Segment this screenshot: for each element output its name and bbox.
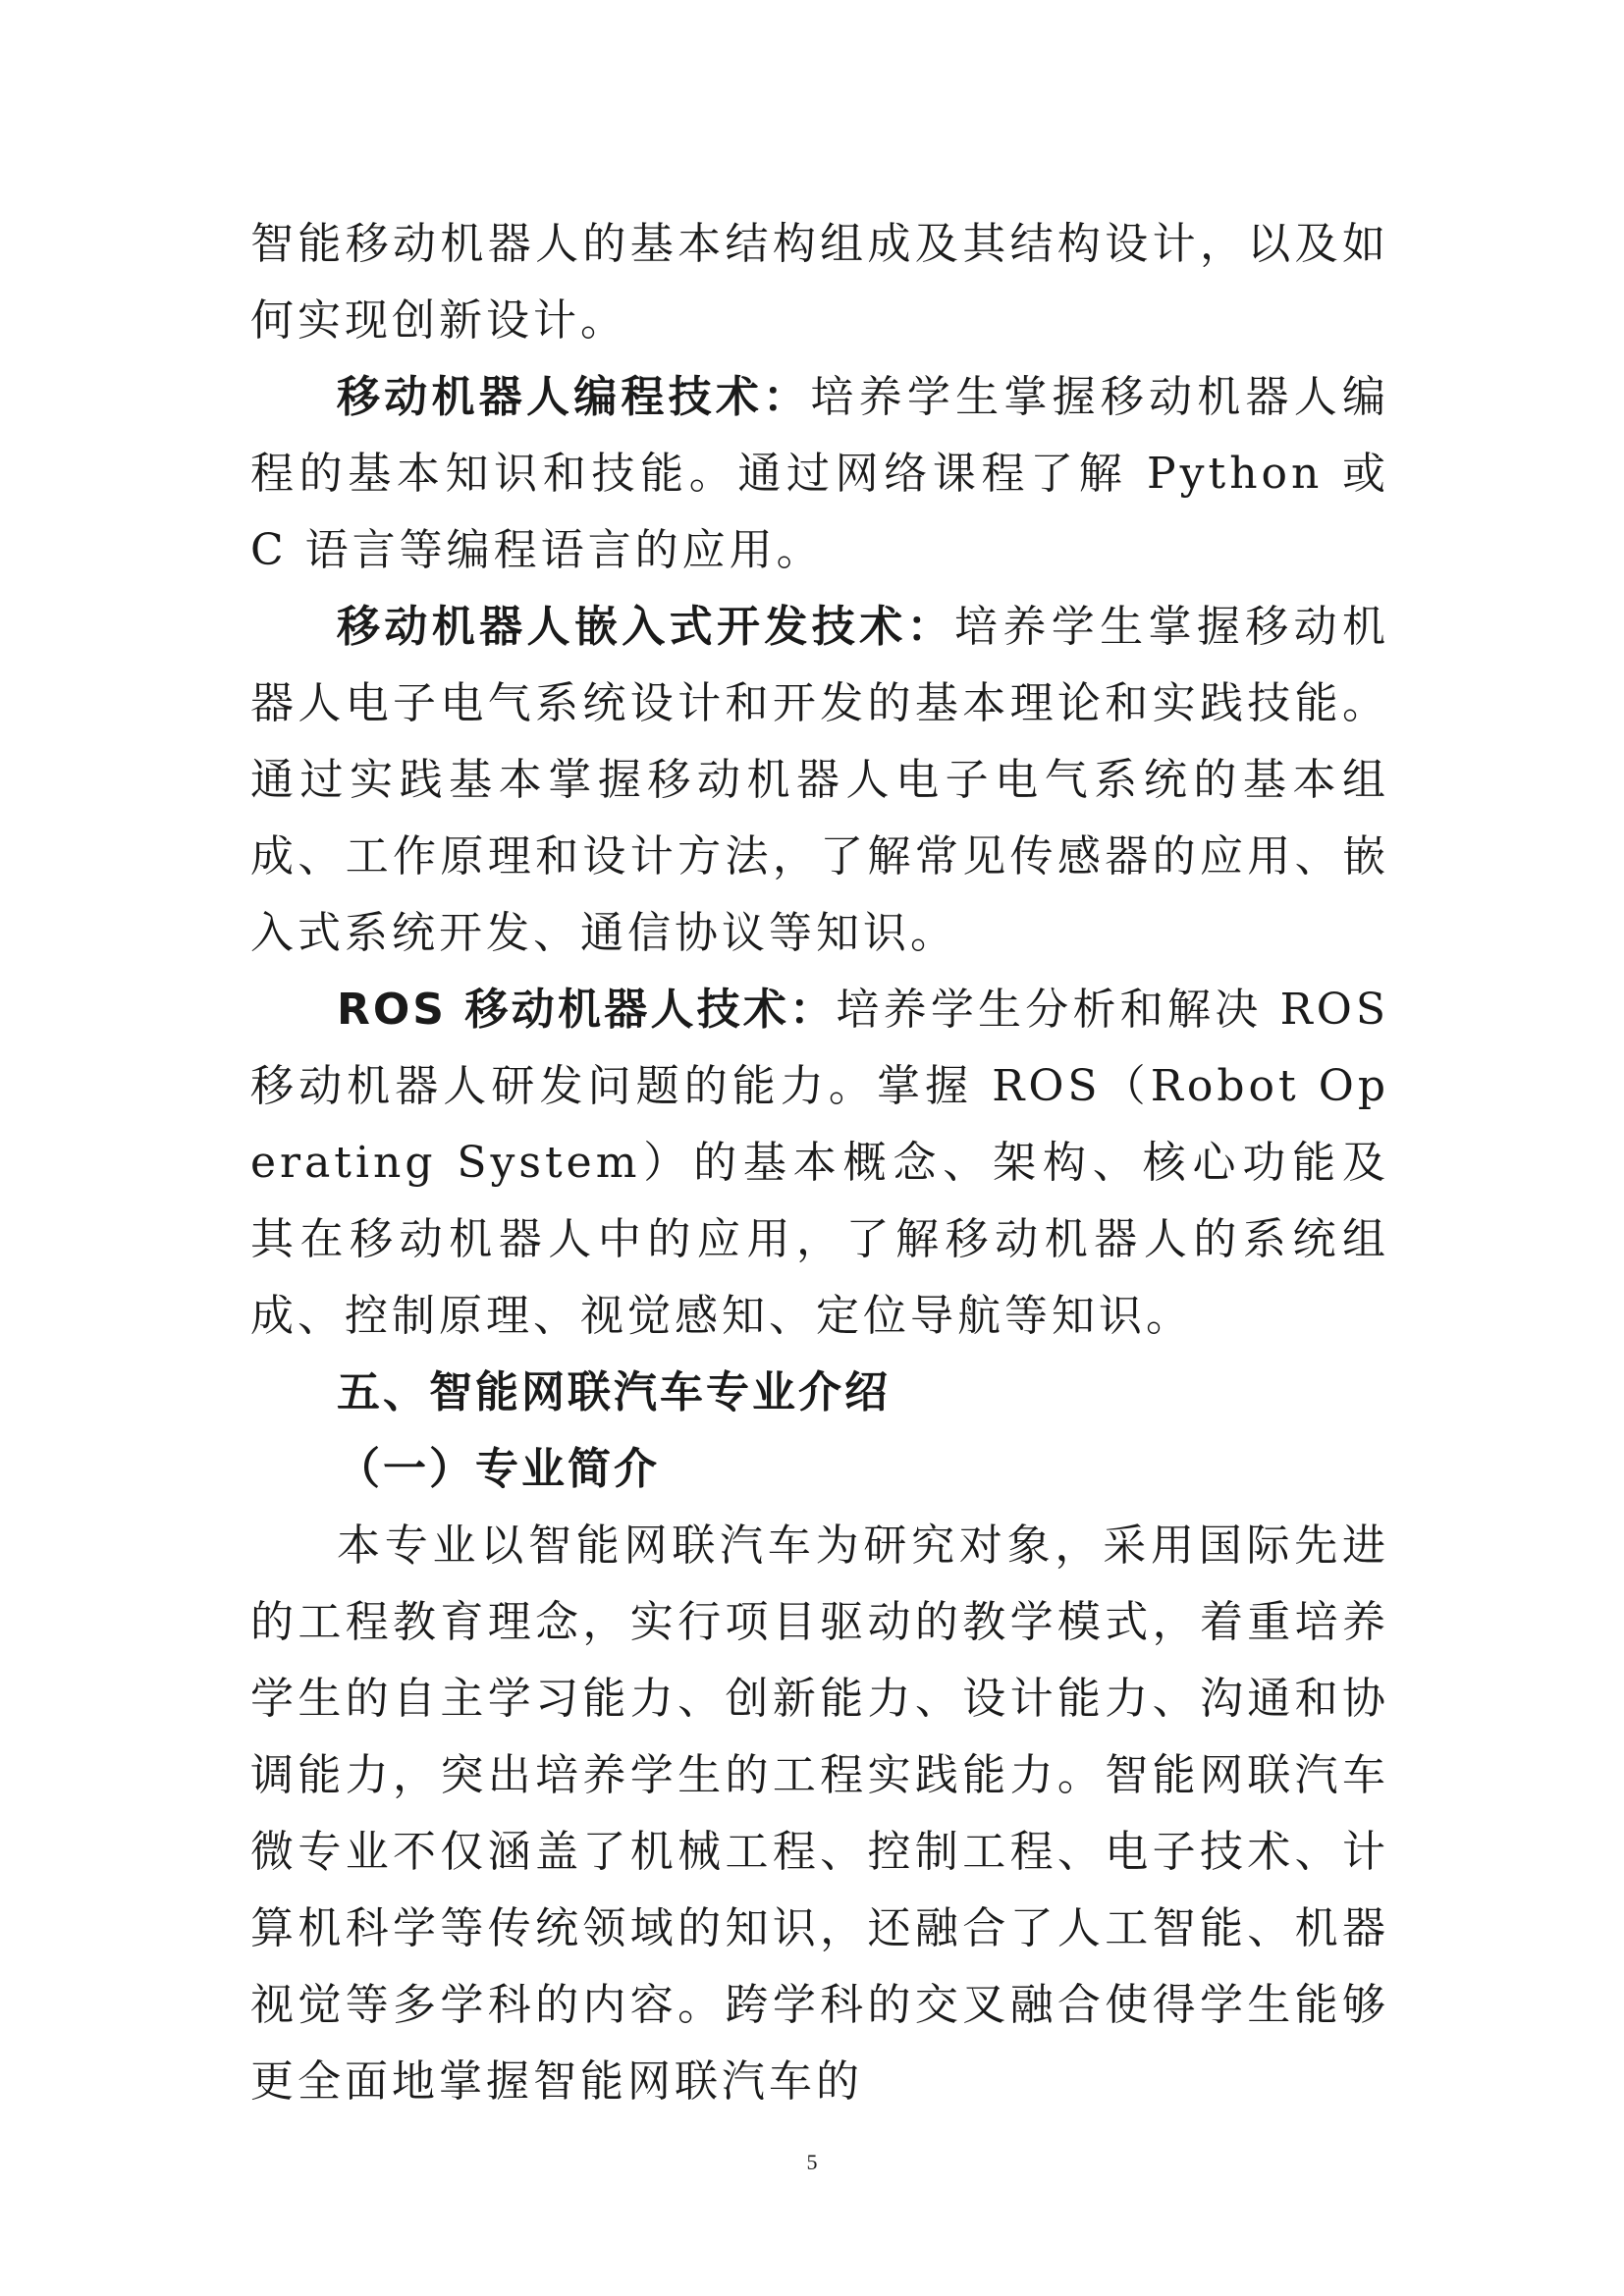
- paragraph-lead: ROS 移动机器人技术：: [337, 985, 837, 1035]
- subsection-heading: （一）专业简介: [337, 1444, 660, 1494]
- section-heading: 五、智能网联汽车专业介绍: [337, 1367, 891, 1417]
- page-number: 5: [806, 2150, 818, 2174]
- paragraph-text: 培养学生掌握移动机器人电子电气系统设计和开发的基本理论和实践技能。通过实践基本掌握移动机器人电子电气系统的基本组成、工作原理和设计方法，了解常见传感器的应用、嵌入式系统开发、通信协议等知识。: [250, 602, 1389, 958]
- paragraph-text: 培养学生掌握移动机器人编程的基本知识和技能。通过网络课程了解 Python 或 C 语言等编程语言的应用。: [250, 372, 1390, 575]
- document-body: [250, 206, 1389, 2120]
- paragraph-intro: [250, 1508, 1389, 2120]
- paragraph-text: 智能移动机器人的基本结构组成及其结构设计，以及如何实现创新设计。: [250, 219, 1389, 346]
- paragraph-text: 本专业以智能网联汽车为研究对象，采用国际先进的工程教育理念，实行项目驱动的教学模式，着重培养学生的自主学习能力、创新能力、设计能力、沟通和协调能力，突出培养学生的工程实践能力。智能网联汽车微专业不仅涵盖了机械工程、控制工程、电子技术、计算机科学等传统领域的知识，还融合了人工智能、机器视觉等多学科的内容。跨学科的交叉融合使得学生能够更全面地掌握智能网联汽车的: [250, 1521, 1389, 2107]
- paragraph-text: 培养学生分析和解决 ROS 移动机器人研发问题的能力。掌握 ROS（Robot Operating System）的基本概念、架构、核心功能及其在移动机器人中的应用，了解移动机器人的系统组成、控制原理、视觉感知、定位导航等知识。: [250, 985, 1389, 1341]
- paragraph-lead: 移动机器人嵌入式开发技术：: [337, 602, 954, 652]
- paragraph-ros: [250, 972, 1389, 1355]
- paragraph-programming: [250, 359, 1389, 589]
- paragraph-embedded: [250, 589, 1389, 972]
- paragraph-lead: 移动机器人编程技术：: [337, 372, 811, 422]
- paragraph-structure-design: [250, 206, 1389, 359]
